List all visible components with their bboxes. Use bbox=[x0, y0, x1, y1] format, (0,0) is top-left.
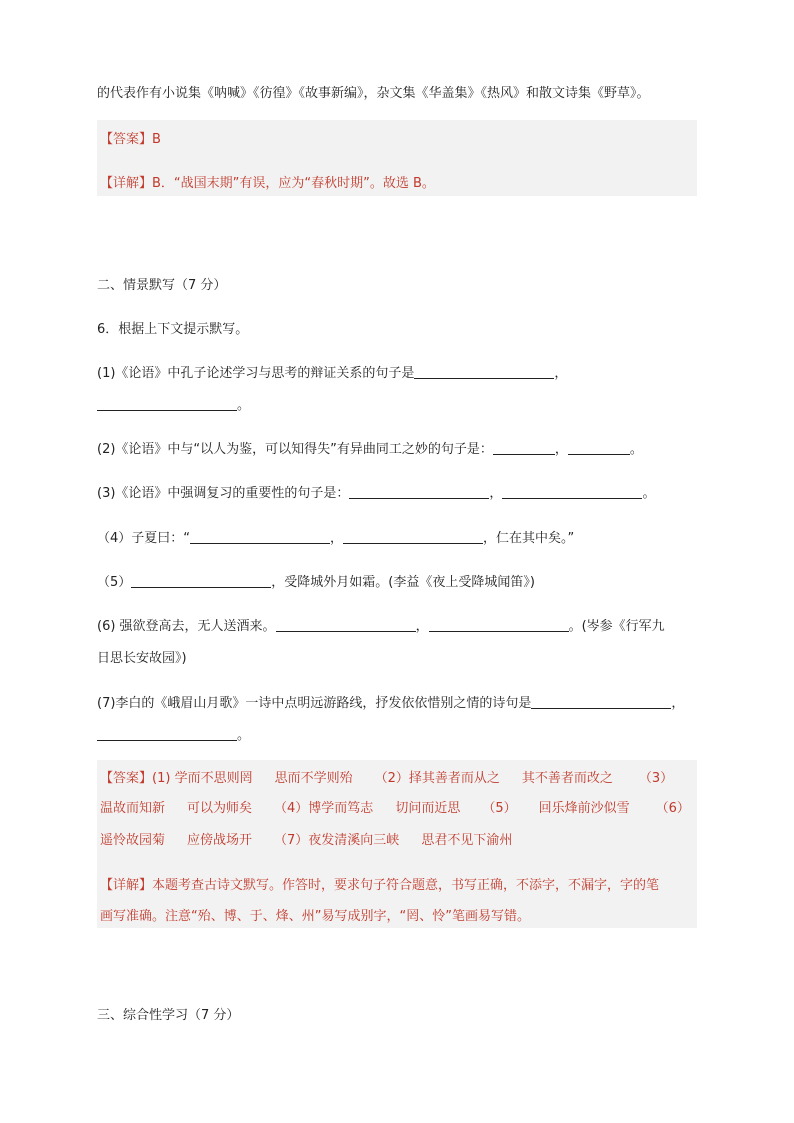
q6-item-1: (1)《论语》中孔子论述学习与思考的辩证关系的句子是 ， bbox=[97, 366, 568, 381]
q5-answer bbox=[100, 128, 161, 147]
q6-detail-line-1: 【详解】本题考查古诗文默写。作答时，要求句子符合题意，书写正确，不添字，不漏字，字的笔 bbox=[100, 878, 660, 893]
section-heading: 二、情景默写（7 分） bbox=[97, 278, 227, 293]
fill-blank[interactable] bbox=[414, 365, 554, 379]
q6-item-3: (3)《论语》中强调复习的重要性的句子是： ， 。 bbox=[97, 486, 656, 501]
q6-item-5: （5） ，受降城外月如霜。(李益《夜上受降城闻笛》) bbox=[97, 575, 535, 590]
q6-item-4: （4）子夏曰：“ ， ，仁在其中矣。” bbox=[97, 531, 575, 546]
answer-text: B bbox=[152, 132, 161, 147]
answer-tag: 【答案】 bbox=[100, 771, 153, 786]
q6-item-2: (2)《论语》中与“以人为鉴，可以知得失”有异曲同工之妙的句子是： ， 。 bbox=[97, 442, 643, 457]
fill-blank[interactable] bbox=[349, 485, 489, 499]
fill-blank[interactable] bbox=[502, 485, 642, 499]
question-stem: 6．根据上下文提示默写。 bbox=[97, 322, 249, 337]
q6-item-6: (6) 强欲登高去，无人送酒来。 ， 。(岑参《行军九 bbox=[97, 619, 665, 634]
fill-blank[interactable] bbox=[131, 574, 271, 588]
q6-item-1-cont: 。 bbox=[97, 394, 250, 413]
fill-blank[interactable] bbox=[97, 727, 237, 741]
answer-tag: 【答案】 bbox=[100, 132, 153, 147]
q5-detail bbox=[100, 172, 435, 191]
q6-item-6-cont: 日思长安故园》) bbox=[97, 651, 187, 666]
q6-item-7: (7)李白的《峨眉山月歌》一诗中点明远游路线，抒发依依惜别之情的诗句是 ， bbox=[97, 696, 685, 711]
q6-answer-line-3: 遥怜故园菊 应傍战场开 （7）夜发清溪向三峡 思君不见下渝州 bbox=[100, 833, 513, 848]
detail-tag: 【详解】 bbox=[100, 878, 153, 893]
q6-item-7-cont: 。 bbox=[97, 724, 250, 743]
fill-blank[interactable] bbox=[343, 530, 483, 544]
detail-text: B．“战国末期”有误，应为“春秋时期”。故选 B。 bbox=[152, 176, 435, 191]
fill-blank[interactable] bbox=[97, 397, 237, 411]
fill-blank[interactable] bbox=[276, 618, 416, 632]
q6-detail-line-2: 画写准确。注意“殆、博、于、烽、州”易写成别字，“罔、怜”笔画易写错。 bbox=[100, 909, 530, 924]
detail-tag: 【详解】 bbox=[100, 176, 153, 191]
fill-blank[interactable] bbox=[531, 695, 671, 709]
continuation-text: 的代表作有小说集《呐喊》《彷徨》《故事新编》，杂文集《华盖集》《热风》和散文诗集《野草》。 bbox=[97, 86, 650, 101]
fill-blank[interactable] bbox=[493, 441, 555, 455]
fill-blank[interactable] bbox=[190, 530, 330, 544]
fill-blank[interactable] bbox=[568, 441, 630, 455]
section-heading: 三、综合性学习（7 分） bbox=[97, 1008, 240, 1023]
q6-answer-line-1: 【答案】(1) 学而不思则罔 思而不学则殆 （2）择其善者而从之 其不善者而改之 （3） bbox=[100, 771, 674, 786]
fill-blank[interactable] bbox=[429, 618, 569, 632]
q6-answer-line-2: 温故而知新 可以为师矣 （4）博学而笃志 切问而近思 （5） 回乐烽前沙似雪 （6） bbox=[100, 801, 690, 816]
